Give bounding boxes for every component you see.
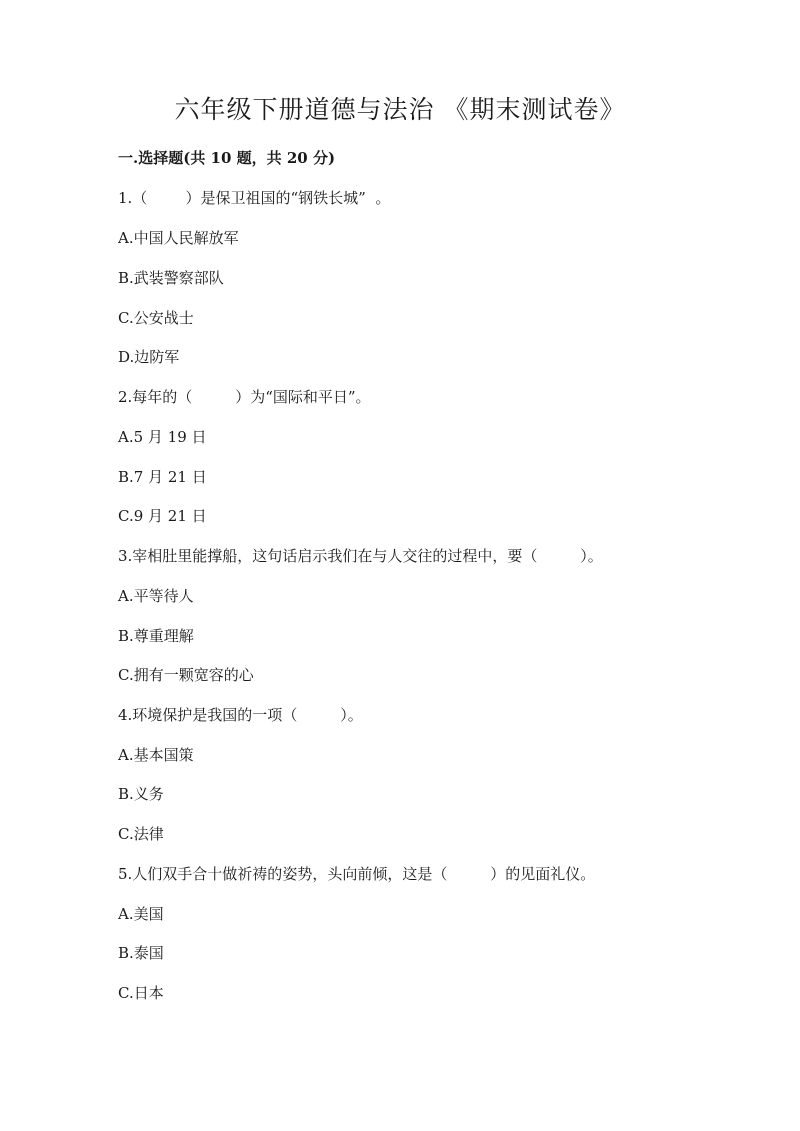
option-2c: C.9 月 21 日: [118, 507, 207, 525]
option-1d: D.边防军: [118, 348, 180, 366]
option-3a: A.平等待人: [118, 587, 194, 605]
option-1a: A.中国人民解放军: [118, 229, 239, 247]
section-heading: 一.选择题(共 10 题，共 20 分): [118, 149, 336, 167]
question-5: 5.人们双手合十做祈祷的姿势，头向前倾，这是（ ）的见面礼仪。: [118, 865, 596, 883]
question-1: 1.（ ）是保卫祖国的“钢铁长城” 。: [118, 189, 391, 207]
option-4a: A.基本国策: [118, 746, 194, 764]
option-4c: C.法律: [118, 825, 164, 843]
question-4: 4.环境保护是我国的一项（ ）。: [118, 706, 363, 724]
option-4b: B.义务: [118, 785, 164, 803]
option-2a: A.5 月 19 日: [118, 428, 207, 446]
question-2: 2.每年的（ ）为“国际和平日”。: [118, 388, 371, 406]
option-5a: A.美国: [118, 905, 164, 923]
question-3: 3.宰相肚里能撑船，这句话启示我们在与人交往的过程中，要（ ）。: [118, 547, 603, 565]
option-3b: B.尊重理解: [118, 627, 194, 645]
option-5b: B.泰国: [118, 944, 164, 962]
option-1c: C.公安战士: [118, 309, 194, 327]
option-5c: C.日本: [118, 984, 164, 1002]
option-2b: B.7 月 21 日: [118, 468, 207, 486]
option-3c: C.拥有一颗宽容的心: [118, 666, 254, 684]
option-1b: B.武装警察部队: [118, 269, 224, 287]
page-title: 六年级下册道德与法治 《期末测试卷》: [174, 95, 626, 124]
